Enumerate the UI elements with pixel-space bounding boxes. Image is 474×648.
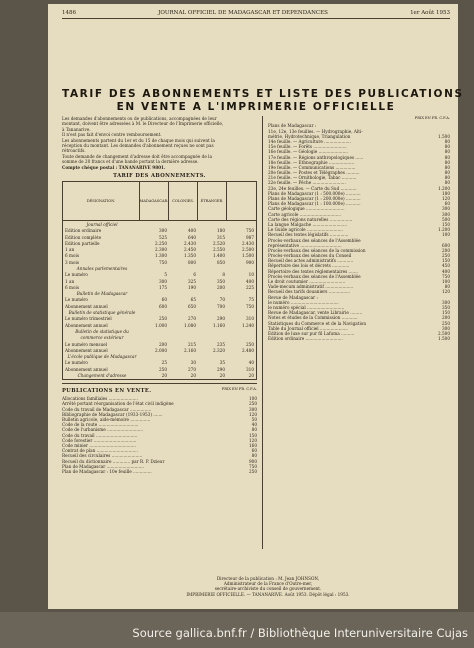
tarif-cell: 6	[193, 272, 196, 278]
publication-price: 1.200	[438, 227, 450, 233]
publication-title: 18e feuille. — Ethnographie ...................	[268, 159, 355, 165]
tarif-row-label: Édition partielle	[65, 240, 100, 246]
tarif-cell: 800	[188, 259, 196, 265]
page-header	[62, 8, 450, 19]
tarif-cell: 900	[246, 259, 254, 265]
publication-title: Code minier ...................................	[62, 442, 136, 448]
publication-title: La langue Malgache ..........................	[268, 221, 348, 227]
publication-title: Bibliographie de Madagascar (1933-1953) .......	[62, 411, 163, 417]
tarif-cell: 300	[159, 278, 167, 284]
publication-title: Carte des régions naturelles .................	[268, 216, 353, 222]
tarif-cell: 180	[217, 228, 225, 234]
publication-item	[268, 336, 450, 341]
tarif-cell: 2.500	[242, 247, 254, 253]
publication-price: 50	[251, 417, 257, 423]
tarif-cell: 525	[159, 234, 167, 240]
tarif-col-colonies: COLONIES.	[169, 182, 198, 220]
tarif-cell: 1.080	[184, 322, 196, 328]
publication-price: 600	[442, 242, 450, 248]
publication-title: Édition de luxe sur pur fil Lafuma ..........	[268, 330, 355, 336]
tarif-cell: 5	[164, 272, 167, 278]
publication-title: Code de la route ..............................	[62, 422, 139, 428]
tarif-cell: 300	[159, 228, 167, 234]
tarif-table	[62, 181, 257, 379]
publication-price: 60	[251, 448, 257, 454]
tarif-row-label: 1 an	[65, 247, 75, 253]
issue-date: 1er Août 1953	[410, 10, 450, 16]
publication-title: Plan de Madagascar : 10e feuille ..............	[62, 468, 152, 474]
tarif-cell: 270	[188, 316, 196, 322]
journal-name: JOURNAL OFFICIEL DE MADAGASCAR ET DEPENDANCES	[158, 10, 328, 16]
tarif-cell: 225	[246, 284, 254, 290]
publication-title: Notes et études de la Commission ............	[268, 315, 358, 321]
publication-title: Vade-mecum administratif .....................	[268, 284, 354, 290]
tarif-row-label: Le numéro	[65, 297, 88, 303]
publication-price: 500	[442, 216, 450, 222]
tarif-row-label: L'école publique de Madagascar	[67, 354, 137, 360]
publication-price: 80	[444, 180, 450, 186]
tarif-row	[63, 234, 256, 240]
tarif-row	[63, 228, 256, 234]
page-title-line-2: EN VENTE A L'IMPRIMERIE OFFICIELLE	[116, 101, 396, 113]
right-column	[268, 116, 450, 341]
publication-price: 300	[249, 406, 257, 412]
page-number: 1486	[62, 10, 76, 16]
publication-title: Plans de Madagascar :	[268, 123, 317, 129]
tarif-cell: 310	[246, 316, 254, 322]
tarif-row	[63, 247, 256, 253]
publication-title: Procès-verbaux des séances du Conseil	[268, 253, 352, 259]
publication-title: Le droit coutumier ...........................	[268, 279, 346, 285]
tarif-cell: 175	[159, 284, 167, 290]
tarif-row	[63, 360, 256, 366]
tarif-cell: 250	[159, 366, 167, 372]
publication-price: 80	[444, 164, 450, 170]
publication-title: Édition ordinaire ............................	[268, 336, 343, 342]
publication-title: 16e feuille. — Géologie ......................	[268, 149, 348, 155]
publication-price: 80	[444, 154, 450, 160]
publication-credits	[158, 576, 378, 597]
publication-title: 15e feuille. — Forêts .........................	[268, 144, 347, 150]
publication-title: Code de l'urbanisme ...........................	[62, 427, 143, 433]
publication-price: 150	[442, 310, 450, 316]
page-title-line-1: TARIF DES ABONNEMENTS ET LISTE DES PUBLICATIONS	[62, 88, 464, 100]
tarif-row	[63, 284, 256, 290]
source-watermark: Source gallica.bnf.fr / Bibliothèque Interuniversitaire Cujas	[132, 626, 468, 640]
publication-title: Plans de Madagascar (1 : 100.000e) ...........	[268, 201, 361, 207]
publication-title: Plans de Madagascar (1 : 200.000e) ...........	[268, 196, 361, 202]
tarif-cell: 25	[161, 360, 167, 366]
tarif-cell: 200	[159, 341, 167, 347]
tarif-cell: 10	[248, 272, 254, 278]
source-bar	[0, 612, 474, 648]
tarif-cell: 987	[246, 234, 254, 240]
tarif-cell: 1.500	[242, 253, 254, 259]
publication-price: 80	[444, 284, 450, 290]
tarif-cell: 650	[188, 303, 196, 309]
publication-title: 17e feuille. — Régions anthropologiques ......	[268, 154, 364, 160]
tarif-cell: 640	[188, 234, 196, 240]
tarif-row-label: commerce extérieur	[80, 335, 124, 341]
tarif-cell: 65	[190, 297, 196, 303]
publication-title: Plan de Madagascar ............................	[62, 463, 144, 469]
publication-title: Le Guide agricole ...........................	[268, 227, 343, 233]
tarif-cell: 235	[217, 341, 225, 347]
publication-title: Code du travail ...............................	[62, 432, 138, 438]
tarif-row	[63, 341, 256, 347]
publication-title: 20e feuille. — Postes et Télégraphes ..........	[268, 170, 360, 176]
publication-title: Répertoire des lois et décrets .............	[268, 263, 350, 269]
tarif-row-label: Le numéro	[65, 272, 88, 278]
tarif-row-label: Abonnement annuel	[65, 303, 108, 309]
tarif-cell: 1.240	[242, 322, 254, 328]
publication-price: 120	[442, 196, 450, 202]
publication-title: représentative ...............................	[268, 242, 342, 248]
publication-title: 14e feuille. — Agriculture ....................	[268, 138, 351, 144]
publication-price: 80	[444, 138, 450, 144]
tarif-cell: 20	[190, 373, 196, 379]
publication-price: 1.500	[438, 133, 450, 139]
tarif-cell: 30	[190, 360, 196, 366]
publication-title: Carte agricole ...............................	[268, 211, 341, 217]
publication-price: 1.200	[438, 185, 450, 191]
tarif-row-label: Édition ordinaire	[65, 228, 102, 234]
tarif-cell: 70	[219, 297, 225, 303]
publication-price: 350	[442, 304, 450, 310]
publication-price: 250	[442, 253, 450, 259]
tarif-row-label: Abonnement annuel	[65, 322, 108, 328]
publication-price: 100	[442, 232, 450, 238]
tarif-row	[63, 316, 256, 322]
intro-line: Il n'est pas fait d'envoi contre remboursement.	[62, 132, 162, 138]
tarif-row-label: Abonnement annuel	[65, 366, 108, 372]
publication-price: 200	[442, 247, 450, 253]
tarif-col-etranger: ÉTRANGER.	[198, 182, 227, 220]
tarif-row-label: Le numéro trimestriel	[65, 316, 112, 322]
publication-price: 40	[251, 422, 257, 428]
tarif-row-label: Édition complète	[65, 234, 102, 240]
publication-title: Code du travail de Madagascar ................	[62, 406, 152, 412]
tarif-row-label: Changement d'adresse	[77, 373, 127, 379]
right-publications-list	[268, 123, 450, 341]
publication-title: 19e feuille. — Communications ...............	[268, 164, 356, 170]
tarif-cell: 8	[222, 272, 225, 278]
publication-price: 180	[442, 190, 450, 196]
publication-price: 150	[249, 432, 257, 438]
credit-line: IMPRIMERIE OFFICIELLE. — TANANARIVE. Août 1953. Dépôt légal : 1953.	[186, 591, 350, 597]
publication-title: Plans de Madagascar (1 : 500.000e) ...........	[268, 190, 361, 196]
tarif-row	[63, 297, 256, 303]
tarif-row	[63, 278, 256, 284]
tarif-cell: 310	[246, 366, 254, 372]
tarif-cell: 20	[248, 373, 254, 379]
publication-title: Arrêté portant réorganisation de l'état civil indigène	[62, 401, 174, 407]
publication-price: 300	[442, 325, 450, 331]
intro-line: réception du montant. Les demandes d'abonnement reçues ne sont pas	[62, 143, 214, 149]
publication-price: 450	[442, 263, 450, 269]
publication-price: 2.500	[438, 330, 450, 336]
publication-title: Statistiques du Commerce et de la Navigation	[268, 320, 367, 326]
tarif-cell: 1.000	[155, 322, 167, 328]
tarif-row	[63, 366, 256, 372]
intro-line: Les demandes d'abonnements ou de publications, accompagnées de leur	[62, 116, 217, 121]
tarif-cell: 2.450	[184, 247, 196, 253]
tarif-cell: 750	[159, 259, 167, 265]
tarif-col-designation: DÉSIGNATION.	[63, 182, 140, 220]
tarif-cell: 250	[246, 341, 254, 347]
publication-price: 250	[442, 320, 450, 326]
intro-line: rétroactifs.	[62, 148, 86, 154]
tarif-cell: 2.160	[184, 347, 196, 353]
publication-title: 21e feuille. — Ornithologie, Tabac ...........	[268, 175, 357, 181]
publication-price: 150	[442, 258, 450, 264]
publication-price: 750	[249, 463, 257, 469]
intro-line: Les abonnements partent du 1er et du 15 de chaque mois qui suivent la	[62, 137, 215, 143]
tarif-cell: 75	[248, 297, 254, 303]
tarif-cell: 190	[188, 284, 196, 290]
tarif-row-label: Abonnement annuel	[65, 347, 108, 353]
intro-line: montant, doivent être adressées à M. le Directeur de l'Imprimerie officielle,	[62, 121, 224, 127]
tarif-row	[63, 373, 256, 379]
publication-item	[62, 469, 257, 474]
publication-price: 160	[249, 442, 257, 448]
tarif-row-label: Bulletin de statistique générale	[68, 310, 136, 316]
tarif-cell: 60	[161, 297, 167, 303]
tarif-cell: 20	[219, 373, 225, 379]
tarif-cell: 2.550	[213, 247, 225, 253]
tarif-row-label: Le numéro	[65, 360, 88, 366]
tarif-cell: 850	[217, 259, 225, 265]
publication-title: Revue de Madagascar, vente Librairie .........	[268, 310, 363, 316]
tarif-row-label: 6 mois	[65, 284, 79, 290]
publication-title: Procès-verbaux des séances de la commission	[268, 247, 366, 253]
tarif-row-label: Annales parlementaires	[76, 265, 128, 271]
publication-title: le numéro ....................................	[268, 299, 339, 305]
tarif-row	[63, 253, 256, 259]
tarif-cell: 750	[246, 228, 254, 234]
tarif-cell: 290	[217, 366, 225, 372]
publication-price: 900	[249, 458, 257, 464]
tarif-cell: 1.160	[213, 322, 225, 328]
credit-line: secrétaire-archiviste du conseil de gouvernement.	[214, 586, 322, 592]
tarif-cell: 2.480	[242, 347, 254, 353]
tarif-cell: 325	[188, 278, 196, 284]
publication-price: 300	[442, 206, 450, 212]
publication-price: 1.500	[438, 336, 450, 342]
price-header: PRIX EN FR. C.F.A.	[414, 116, 450, 120]
section-rule	[62, 383, 257, 384]
publication-price: 80	[444, 170, 450, 176]
tarif-row-label: 6 mois	[65, 253, 79, 259]
tarif-cell: 270	[188, 366, 196, 372]
tarif-cell: 40	[248, 360, 254, 366]
tarif-cell: 1.300	[155, 253, 167, 259]
publication-title: Recueil des tarifs douaniers ................	[268, 289, 351, 295]
publication-title: Procès-verbaux des séances de l'Assemblée	[268, 237, 361, 243]
price-header: PRIX EN FR. C.F.A.	[221, 386, 257, 391]
tarif-cell: 700	[217, 303, 225, 309]
publication-price: 300	[442, 299, 450, 305]
publication-price: 120	[249, 437, 257, 443]
intro-line: à Tananarive.	[62, 126, 91, 132]
publication-price: 80	[444, 149, 450, 155]
tarif-cell: 290	[217, 316, 225, 322]
tarif-cell: 215	[188, 341, 196, 347]
publication-price: 400	[442, 268, 450, 274]
publication-price: 80	[444, 144, 450, 150]
tarif-row-label: Le numéro mensuel	[65, 341, 108, 347]
tarif-cell: 1.350	[184, 253, 196, 259]
tarif-cell: 250	[159, 316, 167, 322]
publication-title: Répertoire des textes réglementaires .......	[268, 268, 358, 274]
publication-title: 22e feuille. — Pêche .........................	[268, 180, 346, 186]
publication-price: 80	[251, 427, 257, 433]
intro-text	[62, 116, 257, 170]
tarif-cell: 2.000	[155, 347, 167, 353]
publication-price: 150	[442, 221, 450, 227]
tarif-table-header	[63, 182, 256, 221]
tarif-heading: TARIF DES ABONNEMENTS.	[113, 173, 206, 180]
tarif-table-body	[63, 221, 256, 378]
document-page	[48, 4, 464, 609]
tarif-cell: 315	[217, 234, 225, 240]
publication-price: 80	[444, 175, 450, 181]
credit-line: Directeur de la publication : M. Jean JOHNSON,	[216, 576, 320, 581]
left-publications-list	[62, 396, 257, 474]
publication-title: Carte géologique .............................	[268, 206, 345, 212]
tarif-cell: 2.430	[184, 240, 196, 246]
publication-title: le numéro spécial ............................	[268, 304, 345, 310]
publication-price: 200	[442, 315, 450, 321]
tarif-row-label: Bulletin de statistique du	[75, 328, 129, 334]
publication-title: Table du Journal officiel .....................	[268, 325, 348, 331]
tarif-row	[63, 347, 256, 353]
publication-title: Contrat de plan ...............................	[62, 448, 138, 454]
publication-title: Procès-verbaux des séances de l'Assemblée	[268, 273, 361, 279]
publication-title: Allocations familiales ......................	[62, 396, 138, 402]
publication-title: Recueil des actes administratifs ............	[268, 258, 354, 264]
tarif-cell: 1.400	[213, 253, 225, 259]
tarif-cell: 20	[161, 373, 167, 379]
publication-title: Revue de Madagascar :	[268, 294, 318, 300]
tarif-cell: 2.250	[155, 240, 167, 246]
publication-price: 250	[249, 401, 257, 407]
tarif-row-label: Journal officiel	[86, 221, 118, 227]
intro-line: somme de 20 francs et d'une bande portant la dernière adresse.	[62, 159, 199, 165]
tarif-row	[63, 303, 256, 309]
publication-price: 250	[249, 468, 257, 474]
publication-title: métrie, Hydrotechnique, Triangulation	[268, 133, 351, 139]
tarif-row	[63, 259, 256, 265]
column-divider	[262, 116, 263, 549]
tarif-cell: 400	[246, 278, 254, 284]
publication-price: 80	[251, 453, 257, 459]
tarif-cell: 400	[188, 228, 196, 234]
tarif-cell: 2.430	[242, 240, 254, 246]
tarif-col-madagascar: MADAGASCAR.	[140, 182, 169, 220]
publication-price: 120	[442, 289, 450, 295]
tarif-cell: 35	[219, 360, 225, 366]
tarif-cell: 750	[246, 303, 254, 309]
publication-title: Recueil des circulaires .......................	[62, 453, 143, 459]
tarif-cell: 2.520	[213, 240, 225, 246]
tarif-row-label: 1 an	[65, 278, 75, 284]
intro-line: Compte chèque postal : TANANARIVE 9801.	[62, 164, 166, 170]
publication-price: 80	[444, 159, 450, 165]
left-column	[62, 116, 257, 474]
tarif-row	[63, 322, 256, 328]
tarif-cell: 200	[217, 284, 225, 290]
intro-line: Toute demande de changement d'adresse doit être accompagnée de la	[62, 153, 213, 159]
tarif-cell: 600	[159, 303, 167, 309]
publication-title: 11e, 12e, 13e feuilles. — Hydrographie, Alti-	[268, 128, 363, 134]
tarif-row-label: Bulletin de Madagascar	[76, 291, 128, 297]
publication-price: 750	[442, 273, 450, 279]
publication-title: Recueil des textes législatifs ..............	[268, 232, 349, 238]
publication-price: 100	[249, 396, 257, 402]
publication-title: Bulletin agricole, aide-mémoire ...............	[62, 417, 151, 423]
publication-title: Code forestier ................................	[62, 437, 137, 443]
publications-header	[62, 387, 257, 396]
tarif-row-label: 3 mois	[65, 259, 79, 265]
publication-title: 23e, 24e feuilles. — Carte du Sud ............	[268, 185, 357, 191]
publication-price: 100	[442, 279, 450, 285]
tarif-row	[63, 240, 256, 246]
credit-line: Administrateur de la France d'Outre-mer,	[223, 581, 313, 587]
tarif-cell: 2.300	[155, 247, 167, 253]
publications-heading: PUBLICATIONS EN VENTE.	[62, 387, 152, 394]
publication-price: 120	[249, 411, 257, 417]
tarif-cell: 2.320	[213, 347, 225, 353]
tarif-row	[63, 272, 256, 278]
tarif-cell: 350	[217, 278, 225, 284]
publication-price: 60	[444, 201, 450, 207]
publication-price: 300	[442, 211, 450, 217]
publication-title: Recueil du dictionnaire ............. par R. P. Dzieur	[62, 458, 165, 464]
